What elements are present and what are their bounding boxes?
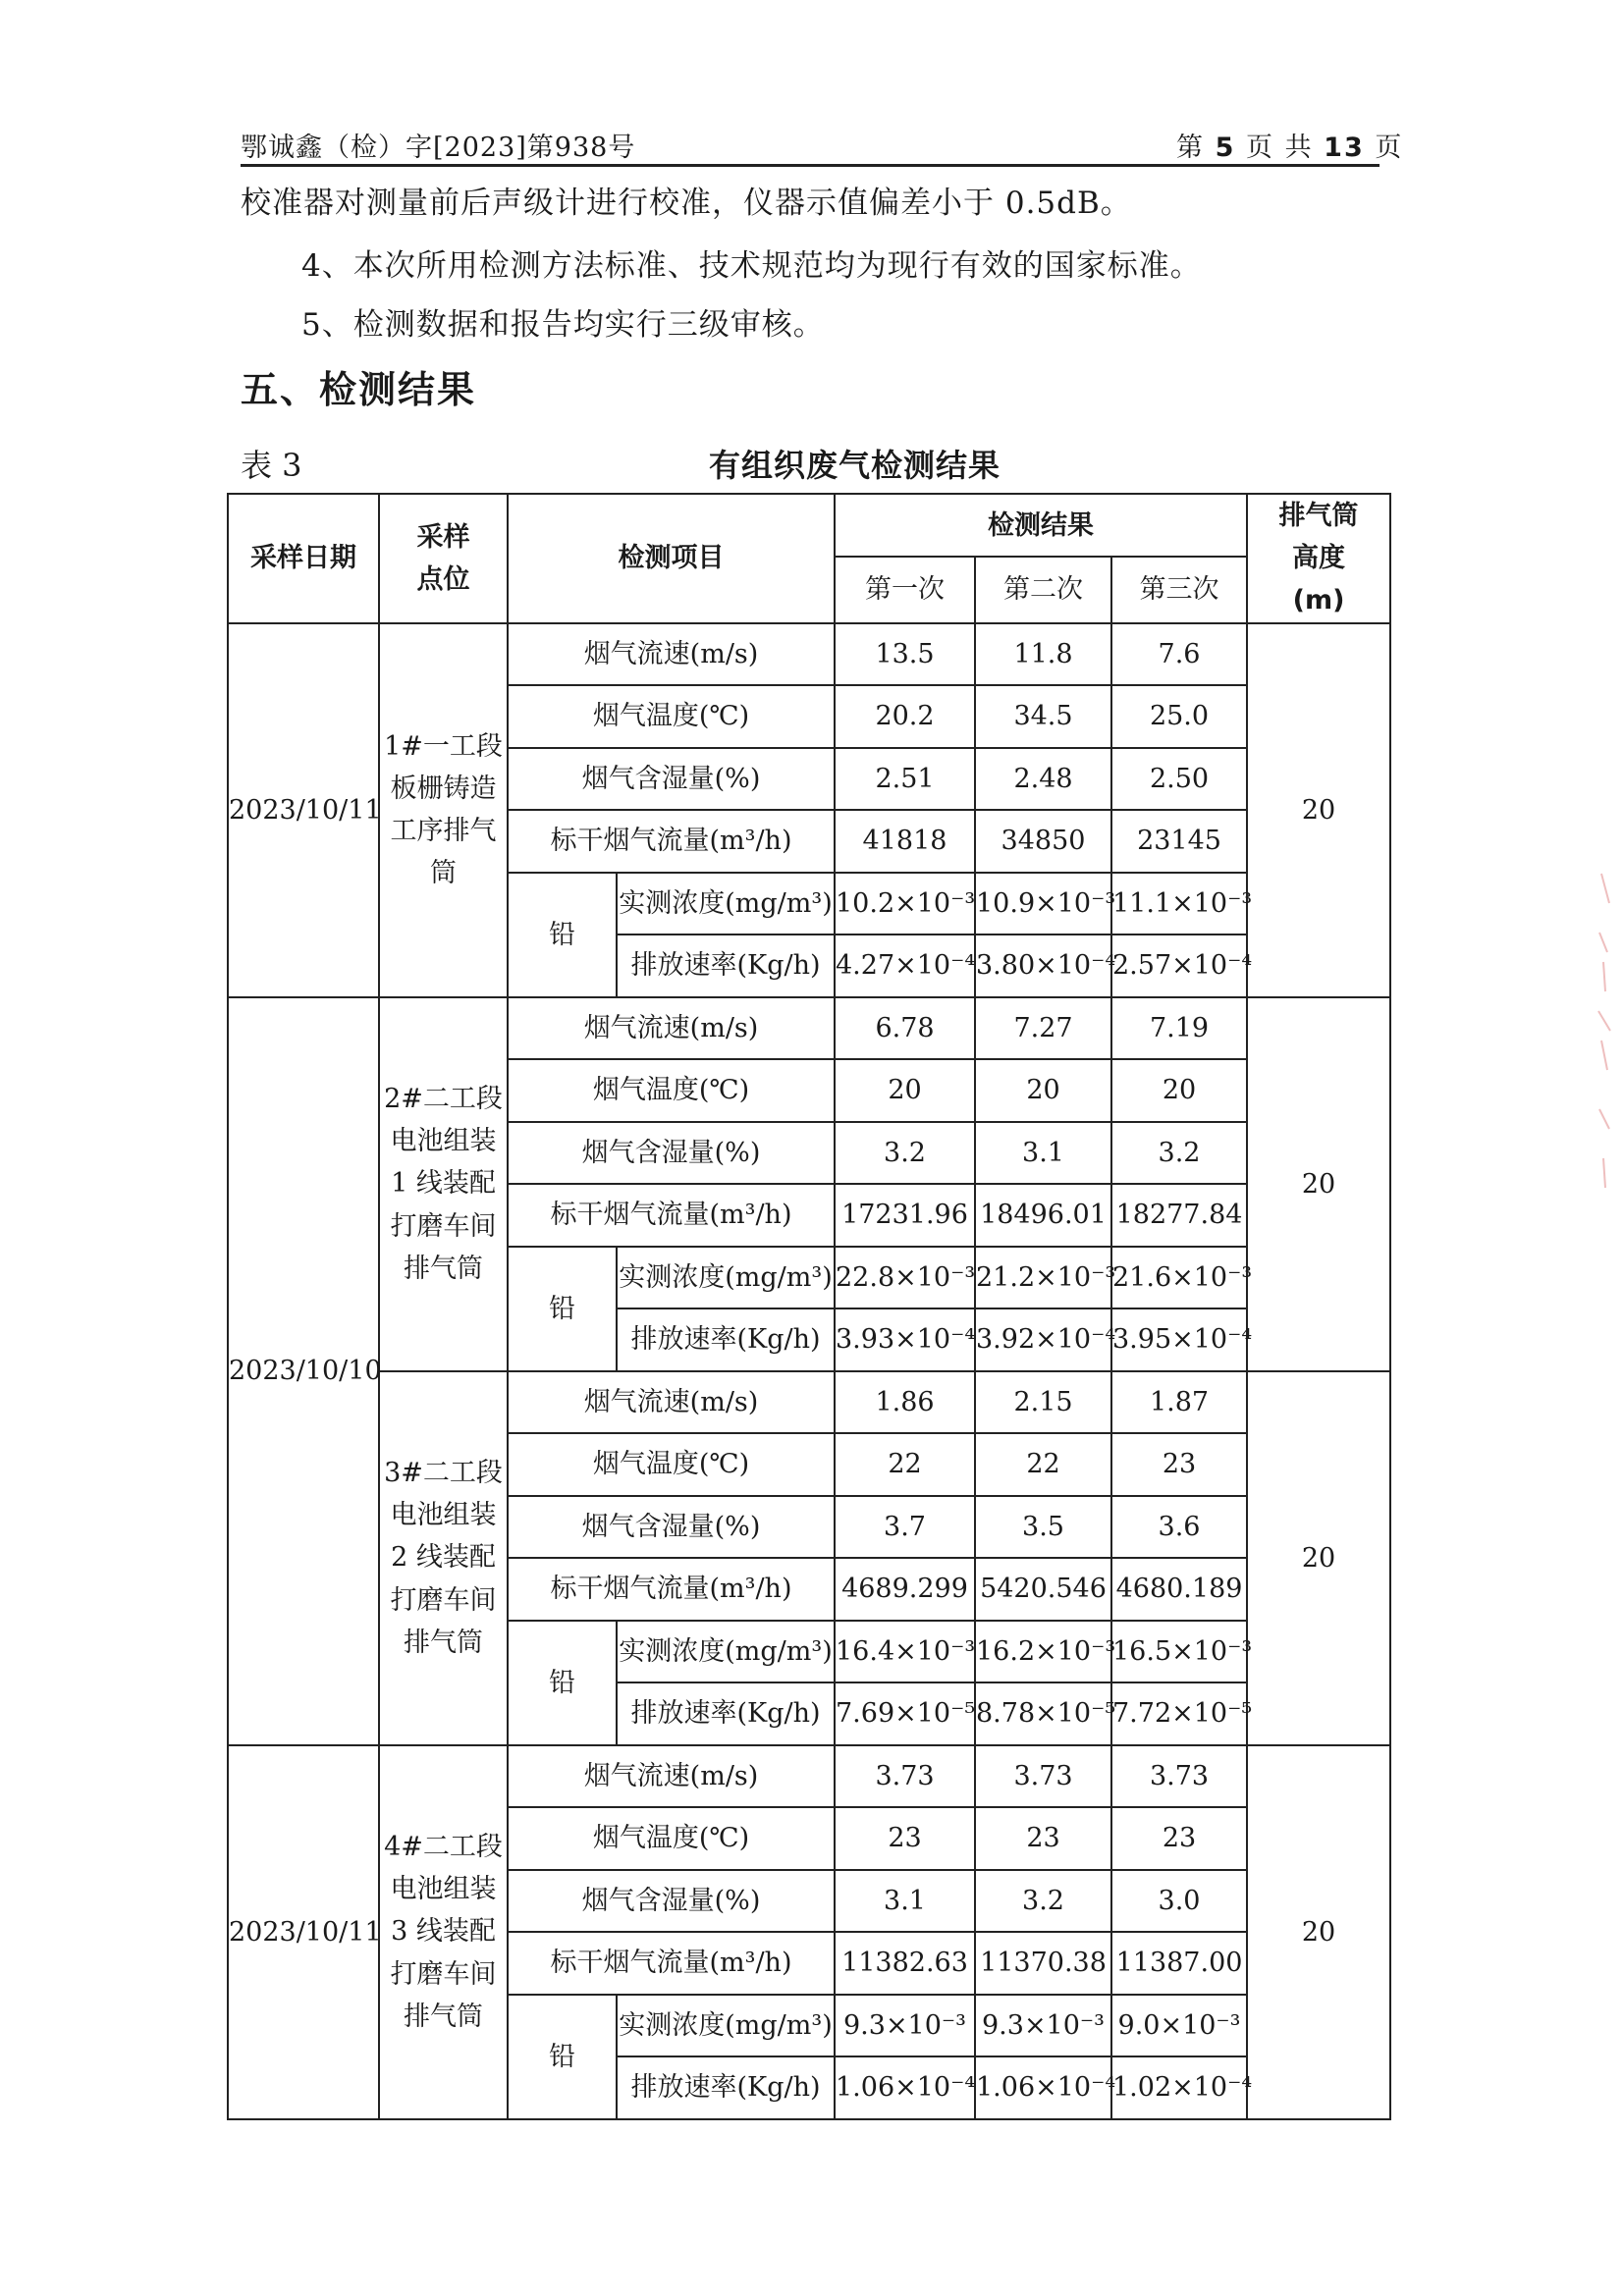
- table-row: [228, 997, 1390, 1060]
- table-caption: 有组织废气检测结果: [709, 447, 1001, 484]
- result-value-run-2: 9.3×10⁻³: [975, 1995, 1111, 2057]
- result-value-run-1: 20.2: [835, 685, 975, 748]
- result-value-run-2: 22: [975, 1433, 1111, 1496]
- test-item: 排放速率(Kg/h): [617, 1682, 835, 1745]
- result-value-run-1: 16.4×10⁻³: [835, 1621, 975, 1683]
- sampling-point-line: 打磨车间: [390, 1584, 497, 1616]
- pollutant-lead: 铅: [508, 1247, 617, 1371]
- sampling-point-line: 4#二工段: [384, 1832, 503, 1863]
- result-value-run-2: 1.06×10⁻⁴: [975, 2056, 1111, 2119]
- result-value-run-3: 3.73: [1111, 1745, 1247, 1808]
- pollutant-lead: 铅: [508, 873, 617, 997]
- result-value-run-2: 5420.546: [975, 1558, 1111, 1621]
- header-point-line: 采样: [416, 521, 470, 553]
- result-value-run-2: 10.9×10⁻³: [975, 873, 1111, 935]
- sampling-date: 2023/10/10: [228, 997, 379, 1745]
- stack-height: 20: [1247, 1371, 1390, 1745]
- header-item: 检测项目: [508, 494, 835, 623]
- result-value-run-1: 4689.299: [835, 1558, 975, 1621]
- header-height-line: (m): [1292, 585, 1345, 616]
- header-divider: [241, 164, 1380, 167]
- result-value-run-3: 3.95×10⁻⁴: [1111, 1308, 1247, 1371]
- page-current: 5: [1215, 133, 1236, 163]
- sampling-point: [379, 1745, 508, 2119]
- result-value-run-3: 2.57×10⁻⁴: [1111, 934, 1247, 997]
- result-value-run-2: 3.92×10⁻⁴: [975, 1308, 1111, 1371]
- header-point-line: 点位: [416, 563, 470, 595]
- sampling-point-line: 打磨车间: [390, 1210, 497, 1242]
- result-value-run-3: 20: [1111, 1059, 1247, 1122]
- result-value-run-2: 11370.38: [975, 1932, 1111, 1995]
- test-item: 排放速率(Kg/h): [617, 1308, 835, 1371]
- test-item: 烟气流速(m/s): [508, 1745, 835, 1808]
- result-value-run-1: 23: [835, 1807, 975, 1870]
- sampling-point-line: 排气筒: [404, 2001, 483, 2032]
- result-value-run-1: 22: [835, 1433, 975, 1496]
- table-row: [228, 623, 1390, 686]
- sampling-point: [379, 623, 508, 997]
- result-value-run-2: 18496.01: [975, 1184, 1111, 1247]
- result-value-run-3: 16.5×10⁻³: [1111, 1621, 1247, 1683]
- result-value-run-2: 3.2: [975, 1870, 1111, 1933]
- page-total: 13: [1324, 133, 1365, 163]
- result-value-run-3: 1.02×10⁻⁴: [1111, 2056, 1247, 2119]
- sampling-point-line: 3#二工段: [384, 1458, 503, 1489]
- result-value-run-3: 23: [1111, 1807, 1247, 1870]
- header-point: [379, 494, 508, 623]
- sampling-point-line: 2 线装配: [391, 1542, 496, 1574]
- test-item: 实测浓度(mg/m³): [617, 1247, 835, 1309]
- test-item: 标干烟气流量(m³/h): [508, 1184, 835, 1247]
- result-value-run-3: 7.6: [1111, 623, 1247, 686]
- page-mid: 页 共: [1245, 133, 1314, 163]
- stack-height: 20: [1247, 997, 1390, 1371]
- header-height-line: 高度: [1292, 543, 1346, 574]
- result-value-run-3: 11387.00: [1111, 1932, 1247, 1995]
- sampling-point: [379, 997, 508, 1371]
- result-value-run-1: 3.1: [835, 1870, 975, 1933]
- test-item: 烟气温度(℃): [508, 1059, 835, 1122]
- paragraph-standards: 4、本次所用检测方法标准、技术规范均为现行有效的国家标准。: [301, 248, 1202, 284]
- result-value-run-1: 3.2: [835, 1122, 975, 1185]
- page-prefix: 第: [1176, 133, 1205, 163]
- sampling-date: 2023/10/11: [228, 623, 379, 997]
- paragraph-review: 5、检测数据和报告均实行三级审核。: [301, 307, 825, 343]
- results-body: [228, 623, 1390, 2119]
- result-value-run-2: 2.15: [975, 1371, 1111, 1434]
- result-value-run-2: 20: [975, 1059, 1111, 1122]
- header-date: 采样日期: [228, 494, 379, 623]
- result-value-run-2: 2.48: [975, 748, 1111, 811]
- result-value-run-2: 8.78×10⁻⁵: [975, 1682, 1111, 1745]
- result-value-run-3: 23: [1111, 1433, 1247, 1496]
- result-value-run-3: 3.0: [1111, 1870, 1247, 1933]
- result-value-run-1: 3.73: [835, 1745, 975, 1808]
- header-run-2: 第二次: [975, 557, 1111, 622]
- result-value-run-3: 18277.84: [1111, 1184, 1247, 1247]
- table-label: 表 3: [241, 447, 302, 484]
- sampling-point-line: 板栅铸造: [390, 773, 497, 804]
- document-number: 鄂诚鑫（检）字[2023]第938号: [241, 133, 636, 163]
- result-value-run-3: 2.50: [1111, 748, 1247, 811]
- header-height-line: 排气筒: [1278, 501, 1359, 531]
- scan-artifact-graphic: [1596, 864, 1613, 1198]
- pollutant-lead: 铅: [508, 1995, 617, 2119]
- result-value-run-1: 20: [835, 1059, 975, 1122]
- result-value-run-2: 3.1: [975, 1122, 1111, 1185]
- result-value-run-1: 6.78: [835, 997, 975, 1060]
- sampling-point-line: 打磨车间: [390, 1958, 497, 1990]
- sampling-point-line: 工序排气: [390, 816, 497, 847]
- header-stack-height: [1247, 494, 1390, 623]
- result-value-run-1: 41818: [835, 810, 975, 873]
- test-item: 标干烟气流量(m³/h): [508, 1558, 835, 1621]
- test-item: 排放速率(Kg/h): [617, 2056, 835, 2119]
- result-value-run-2: 3.80×10⁻⁴: [975, 934, 1111, 997]
- sampling-point-line: 排气筒: [404, 1627, 483, 1658]
- result-value-run-1: 10.2×10⁻³: [835, 873, 975, 935]
- test-item: 烟气温度(℃): [508, 685, 835, 748]
- test-item: 实测浓度(mg/m³): [617, 873, 835, 935]
- paragraph-calibration: 校准器对测量前后声级计进行校准，仪器示值偏差小于 0.5dB。: [241, 186, 1132, 221]
- header-result: 检测结果: [835, 494, 1247, 557]
- sampling-point-line: 电池组装: [390, 1126, 497, 1157]
- result-value-run-1: 7.69×10⁻⁵: [835, 1682, 975, 1745]
- result-value-run-1: 3.7: [835, 1496, 975, 1559]
- test-item: 烟气温度(℃): [508, 1433, 835, 1496]
- test-item: 烟气含湿量(%): [508, 1122, 835, 1185]
- result-value-run-3: 7.72×10⁻⁵: [1111, 1682, 1247, 1745]
- table-row: [228, 1745, 1390, 1808]
- result-value-run-2: 11.8: [975, 623, 1111, 686]
- table-row: [228, 1371, 1390, 1434]
- result-value-run-1: 1.86: [835, 1371, 975, 1434]
- sampling-date: 2023/10/11: [228, 1745, 379, 2119]
- sampling-point-line: 1 线装配: [391, 1168, 496, 1200]
- sampling-point: [379, 1371, 508, 1745]
- pollutant-lead: 铅: [508, 1621, 617, 1745]
- result-value-run-1: 2.51: [835, 748, 975, 811]
- result-value-run-2: 7.27: [975, 997, 1111, 1060]
- result-value-run-3: 1.87: [1111, 1371, 1247, 1434]
- test-item: 烟气含湿量(%): [508, 748, 835, 811]
- test-item: 标干烟气流量(m³/h): [508, 810, 835, 873]
- result-value-run-2: 3.73: [975, 1745, 1111, 1808]
- test-item: 烟气含湿量(%): [508, 1496, 835, 1559]
- result-value-run-1: 11382.63: [835, 1932, 975, 1995]
- test-item: 烟气流速(m/s): [508, 997, 835, 1060]
- result-value-run-3: 4680.189: [1111, 1558, 1247, 1621]
- result-value-run-2: 21.2×10⁻³: [975, 1247, 1111, 1309]
- result-value-run-3: 7.19: [1111, 997, 1247, 1060]
- result-value-run-1: 1.06×10⁻⁴: [835, 2056, 975, 2119]
- header-run-3: 第三次: [1111, 557, 1247, 622]
- result-value-run-1: 4.27×10⁻⁴: [835, 934, 975, 997]
- result-value-run-2: 16.2×10⁻³: [975, 1621, 1111, 1683]
- sampling-point-line: 电池组装: [390, 1500, 497, 1531]
- result-value-run-3: 25.0: [1111, 685, 1247, 748]
- result-value-run-1: 17231.96: [835, 1184, 975, 1247]
- stack-height: 20: [1247, 1745, 1390, 2119]
- result-value-run-2: 3.5: [975, 1496, 1111, 1559]
- test-item: 烟气流速(m/s): [508, 623, 835, 686]
- results-table: [227, 493, 1391, 2120]
- test-item: 烟气流速(m/s): [508, 1371, 835, 1434]
- result-value-run-3: 3.2: [1111, 1122, 1247, 1185]
- test-item: 标干烟气流量(m³/h): [508, 1932, 835, 1995]
- result-value-run-3: 3.6: [1111, 1496, 1247, 1559]
- scan-artifact: [1596, 864, 1613, 1198]
- result-value-run-2: 23: [975, 1807, 1111, 1870]
- sampling-point-line: 电池组装: [390, 1874, 497, 1905]
- page-suffix: 页: [1375, 133, 1404, 163]
- page-indicator: [1176, 126, 1403, 164]
- result-value-run-3: 9.0×10⁻³: [1111, 1995, 1247, 2057]
- sampling-point-line: 排气筒: [404, 1253, 483, 1284]
- sampling-point-line: 2#二工段: [384, 1084, 503, 1115]
- test-item: 烟气温度(℃): [508, 1807, 835, 1870]
- result-value-run-1: 3.93×10⁻⁴: [835, 1308, 975, 1371]
- test-item: 实测浓度(mg/m³): [617, 1995, 835, 2057]
- sampling-point-line: 筒: [430, 858, 457, 889]
- stack-height: 20: [1247, 623, 1390, 997]
- section-title: 五、检测结果: [241, 368, 477, 411]
- header-run-1: 第一次: [835, 557, 975, 622]
- result-value-run-3: 23145: [1111, 810, 1247, 873]
- result-value-run-3: 21.6×10⁻³: [1111, 1247, 1247, 1309]
- result-value-run-2: 34850: [975, 810, 1111, 873]
- result-value-run-1: 9.3×10⁻³: [835, 1995, 975, 2057]
- result-value-run-2: 34.5: [975, 685, 1111, 748]
- test-item: 实测浓度(mg/m³): [617, 1621, 835, 1683]
- result-value-run-1: 13.5: [835, 623, 975, 686]
- sampling-point-line: 3 线装配: [391, 1916, 496, 1948]
- result-value-run-3: 11.1×10⁻³: [1111, 873, 1247, 935]
- test-item: 排放速率(Kg/h): [617, 934, 835, 997]
- test-item: 烟气含湿量(%): [508, 1870, 835, 1933]
- result-value-run-1: 22.8×10⁻³: [835, 1247, 975, 1309]
- sampling-point-line: 1#一工段: [384, 730, 503, 762]
